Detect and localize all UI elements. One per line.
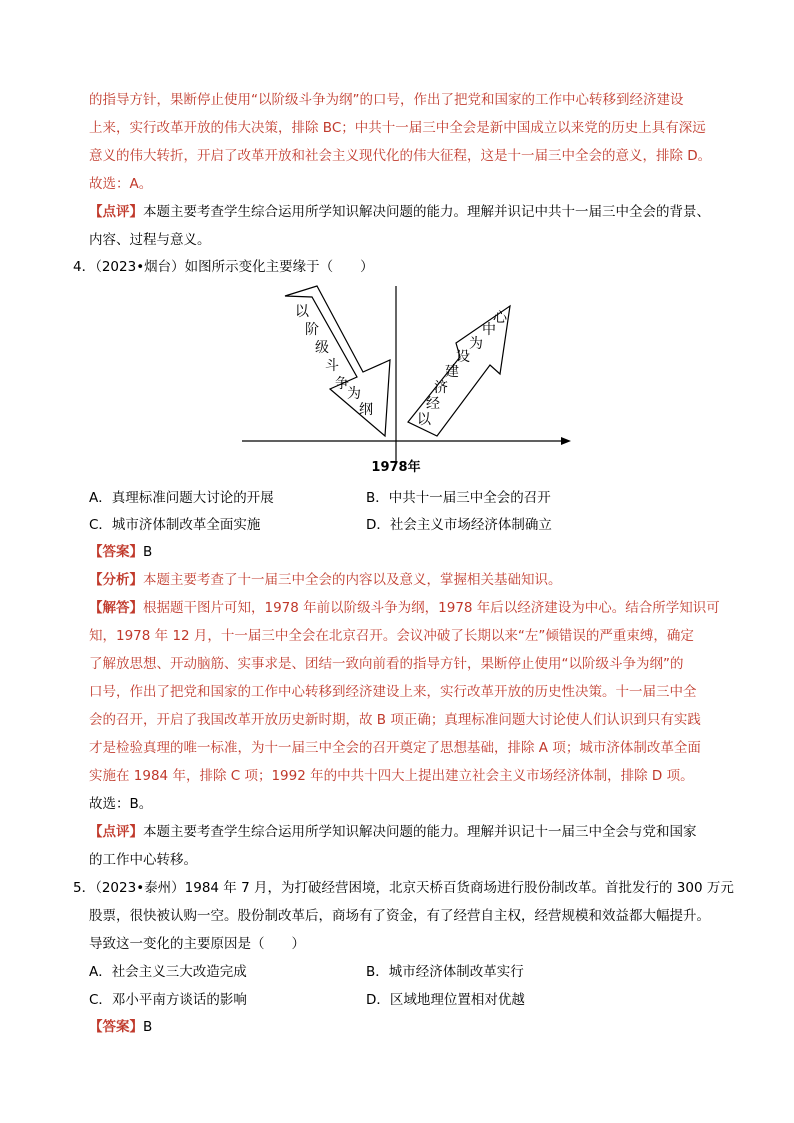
- top-comment-line-2: 内容、过程与意义。: [89, 232, 211, 248]
- answer-value: B: [143, 1019, 153, 1035]
- q4-solution-line-4: 口号，作出了把党和国家的工作中心转移到经济建设上来，实行改革开放的历史性决策。十一届三中全: [89, 684, 697, 700]
- left-arrow-char: 纲: [359, 402, 373, 418]
- q4-solution-line-5: 会的召开，开启了我国改革开放历史新时期，故 B 项正确；真理标准问题大讨论使人们认识到只有实践: [89, 712, 701, 728]
- right-arrow-char: 经: [426, 396, 440, 412]
- left-arrow-char: 级: [315, 340, 329, 356]
- left-arrow-char: 阶: [305, 322, 319, 338]
- top-explanation-line-1: 的指导方针，果断停止使用“以阶级斗争为纲”的口号，作出了把党和国家的工作中心转移到经济建设: [89, 92, 684, 108]
- top-explanation-line-2: 上来，实行改革开放的伟大决策，排除 BC；中共十一届三中全会是新中国成立以来党的历史上具有深远: [89, 120, 706, 136]
- comment-tag: 【点评】: [89, 204, 143, 220]
- q4-option-d[interactable]: D．社会主义市场经济体制确立: [366, 517, 552, 533]
- q4-stem: 4．（2023•烟台）如图所示变化主要缘于（ ）: [73, 259, 374, 275]
- q5-answer: [89, 1013, 729, 1041]
- right-arrow-char: 心: [493, 310, 507, 326]
- q4-option-c[interactable]: C．城市济体制改革全面实施: [89, 517, 261, 533]
- q4-comment: [89, 818, 729, 846]
- q4-solution-line-7: 实施在 1984 年，排除 C 项；1992 年的中共十四大上提出建立社会主义市场经济体制，排除 D 项。: [89, 768, 694, 784]
- q4-figure: [236, 282, 576, 474]
- solution-tag: 【解答】: [89, 600, 143, 616]
- right-arrow-char: 以: [417, 412, 431, 428]
- top-explanation-line-3: 意义的伟大转折，开启了改革开放和社会主义现代化的伟大征程，这是十一届三中全会的意义，排除 D。: [89, 148, 712, 164]
- q5-stem-line-3: 导致这一变化的主要原因是（ ）: [89, 936, 305, 952]
- q4-option-b[interactable]: B．中共十一届三中全会的召开: [366, 490, 551, 506]
- q5-option-a[interactable]: A．社会主义三大改造完成: [89, 964, 247, 980]
- solution-text: 根据题干图片可知，1978 年前以阶级斗争为纲，1978 年后以经济建设为中心。结合所学知识可: [143, 600, 720, 616]
- left-arrow-char: 斗: [325, 358, 339, 374]
- q4-solution-line-3: 了解放思想、开动脑筋、实事求是、团结一致向前看的指导方针，果断停止使用“以阶级斗争为纲”的: [89, 656, 684, 672]
- year-label: 1978年: [371, 460, 421, 474]
- q5-option-b[interactable]: B．城市经济体制改革实行: [366, 964, 524, 980]
- q4-solution: [89, 594, 729, 622]
- right-arrow-char: 建: [445, 364, 459, 380]
- right-arrow-char: 中: [482, 322, 496, 338]
- right-arrow-char: 设: [456, 349, 470, 365]
- q4-solution-line-6: 才是检验真理的唯一标准，为十一届三中全会的召开奠定了思想基础，排除 A 项；城市济体制改革全面: [89, 740, 701, 756]
- right-arrow-char: 为: [469, 336, 483, 352]
- answer-tag: 【答案】: [89, 1019, 143, 1035]
- q4-guxuan: 故选：B。: [89, 796, 153, 812]
- analysis-tag: 【分析】: [89, 572, 143, 588]
- top-guxuan: 故选：A。: [89, 176, 153, 192]
- analysis-text: 本题主要考查了十一届三中全会的内容以及意义，掌握相关基础知识。: [143, 572, 562, 588]
- comment-text: 本题主要考查学生综合运用所学知识解决问题的能力。理解并识记十一届三中全会与党和国家: [143, 824, 697, 840]
- left-arrow-char: 以: [295, 304, 309, 320]
- q4-option-a[interactable]: A．真理标准问题大讨论的开展: [89, 490, 274, 506]
- axis-arrowhead: [561, 437, 571, 445]
- q5-option-d[interactable]: D．区域地理位置相对优越: [366, 992, 525, 1008]
- q4-solution-line-2: 知，1978 年 12 月，十一届三中全会在北京召开。会议冲破了长期以来“左”倾错误的严重束缚，确定: [89, 628, 694, 644]
- comment-text: 本题主要考查学生综合运用所学知识解决问题的能力。理解并识记中共十一届三中全会的背景、: [143, 204, 710, 220]
- q5-stem-line-2: 股票，很快被认购一空。股份制改革后，商场有了资金，有了经营自主权，经营规模和效益都大幅提升。: [89, 908, 710, 924]
- q4-analysis: [89, 566, 729, 594]
- q5-stem-line-1: 5．（2023•泰州）1984 年 7 月，为打破经营困境，北京天桥百货商场进行股份制改革。首批发行的 300 万元: [73, 880, 734, 896]
- top-comment: [89, 198, 729, 226]
- answer-tag: 【答案】: [89, 544, 143, 560]
- q5-option-c[interactable]: C．邓小平南方谈话的影响: [89, 992, 247, 1008]
- answer-value: B: [143, 544, 153, 560]
- comment-tag: 【点评】: [89, 824, 143, 840]
- left-arrow-char: 争: [335, 376, 349, 392]
- left-arrow-char: 为: [347, 386, 361, 402]
- right-arrow-char: 济: [434, 380, 448, 396]
- q4-comment-line-2: 的工作中心转移。: [89, 852, 197, 868]
- q4-answer: [89, 538, 729, 566]
